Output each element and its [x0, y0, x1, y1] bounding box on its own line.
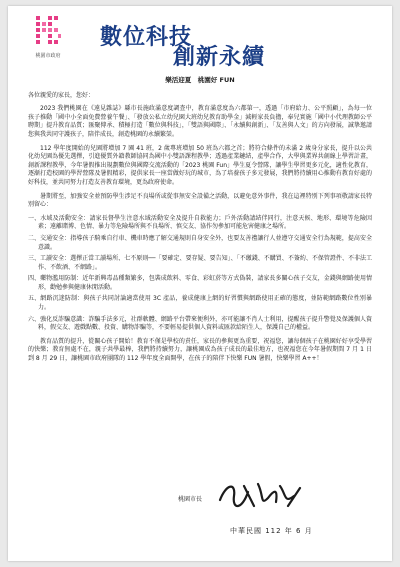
- header-title-line1: 數位科技: [100, 25, 193, 50]
- letter-closing: 教育品質的提升，從關心孩子開始！教育不僅是學校的責任，家長的參與更為重要，祝福您，讓每個孩子在桃園好好享受學習的快樂；教育無處不在，親子共學最棒，我們將持續努力，讓桃園成為孩子成長的最佳地方，也祝福您在今年暑假期間 7 月 1 日到 8 月 29 日，讓桃園市政府團隊的 112 學年度全面開學，在孩子的陪伴下快樂 FUN 暑假，快樂學習 A++！: [28, 337, 372, 363]
- letter-paragraph: 2023 我們桃園在《遠見雜誌》縣市長施政滿意度調查中，教育滿意度為六都第一，透過「市府給力、公平照顧」，為每一位孩子推動「國中小全面免費營養午餐」、「發放公私立幼兒園大班幼兒教育助學金」減輕家長負擔，奉兒實施「國中小代理教師公平聘期」提升教育品質；匯聚傳承、積極打造「數位與科技」，「雙語與國際」、「永續與創新」、「友善與人文」的方向發展，誠摯邀請您與我共同守護孩子，陪伴成長，創造桃園的永續繁榮。: [28, 105, 372, 138]
- letter-body: [28, 76, 372, 364]
- signature-block: [178, 476, 318, 516]
- letter-paragraph: 暑期將至，加強安全並預防學生涉足不良場所或從事無安全設備之活動，以避免意外事件，我在這裡特別下列事項敬請家長特別留心：: [28, 192, 372, 209]
- safety-list: [28, 215, 372, 333]
- handwritten-signature: [214, 476, 304, 516]
- safety-item: 二、交通安全：指導孩子騎乘自行車、機車時應了解交通規則自身安全外，也要友善禮讓行人並遵守交通安全行為規範，提高安全意識。: [28, 234, 372, 251]
- safety-item: 三、工讀安全：選擇正當工讀場所、七不原則──「要確定、要存疑、要告知」、「不繳錢、不購買、不簽約、不保管證件、不非法工作、不飲酒、不網路」。: [28, 255, 372, 271]
- letter-page: [8, 6, 392, 561]
- taoyuan-logo: [30, 14, 64, 66]
- safety-item: 五、網路沉迷防制：與孩子共同討論適當使用 3C 產品，養成健康上網的好習慣與網路使用正確的態度，並防範網路數位性別暴力。: [28, 295, 372, 312]
- signature-label: 桃園市長: [178, 496, 203, 503]
- safety-item: 一、水域及活動安全：請家長督學生注意水域活動安全及提升自救能力；戶外活動請結伴同行，注意天候、地形、環境等危險因素；遠離賭博、色情、暴力等危險場所與不良場所、慎交友、協作勿參加可能危害健康之場所。: [28, 214, 372, 231]
- peach-logo-icon: [34, 14, 62, 48]
- logo-caption: 桃園市政府: [35, 53, 61, 59]
- safety-item: 四、藥物濫用防制：近年新興毒品種類繁多，包裝成飲料、零食、彩虹菸等方式偽裝，請家長多關心孩子交友，金錢與網路使用情形，勸勉參與健康休閒活動。: [28, 275, 372, 291]
- header-title-line2: 創新永續: [173, 45, 266, 70]
- letter-greeting: 各位親愛的家長，您好：: [28, 91, 95, 99]
- letter-paragraph: 112 學年度開始的兒園將增加 7 園 41 班，2 歲專班增加 50 班為六都之首；將符合條件的未滿 2 歲身分家長，提升以公共化幼兒園為優先選擇，引進優質外籍教師協同為國中小雙語課程教學；透過產業鏈結，產學合作，大學與業界共創線上學習計畫，創新課程教學，今年暑假推出規劃數位與國際交流活動的「2023 桃園 Fun」學生夏令營隊，讓學生學習更多元化，適性化教育，逐漸打造校園的學習營隊及暑假精彩，提供家長一座當做好玩的城市，為了培養孩子多元發展，我們將持續用心推動有教育好處的好科技，並共同努力打造友善教育環境，更為政府使命。: [28, 144, 372, 186]
- safety-item: 六、強化反詐騙意識：詐騙手法多元，社群軟體、網路平台帶來便利外，亦可能讓不肖人士利用，提醒孩子提升警覺及保護個人資料，假交友、遊戲點數、投資、購物詐騙等，不要輕易提供個人資料或匯款給陌生人，保護自己的權益。: [28, 315, 372, 332]
- letter-heading: 樂活迎夏 桃園好 FUN: [165, 76, 235, 84]
- letter-date: 中華民國 112 年 6 月: [230, 527, 313, 535]
